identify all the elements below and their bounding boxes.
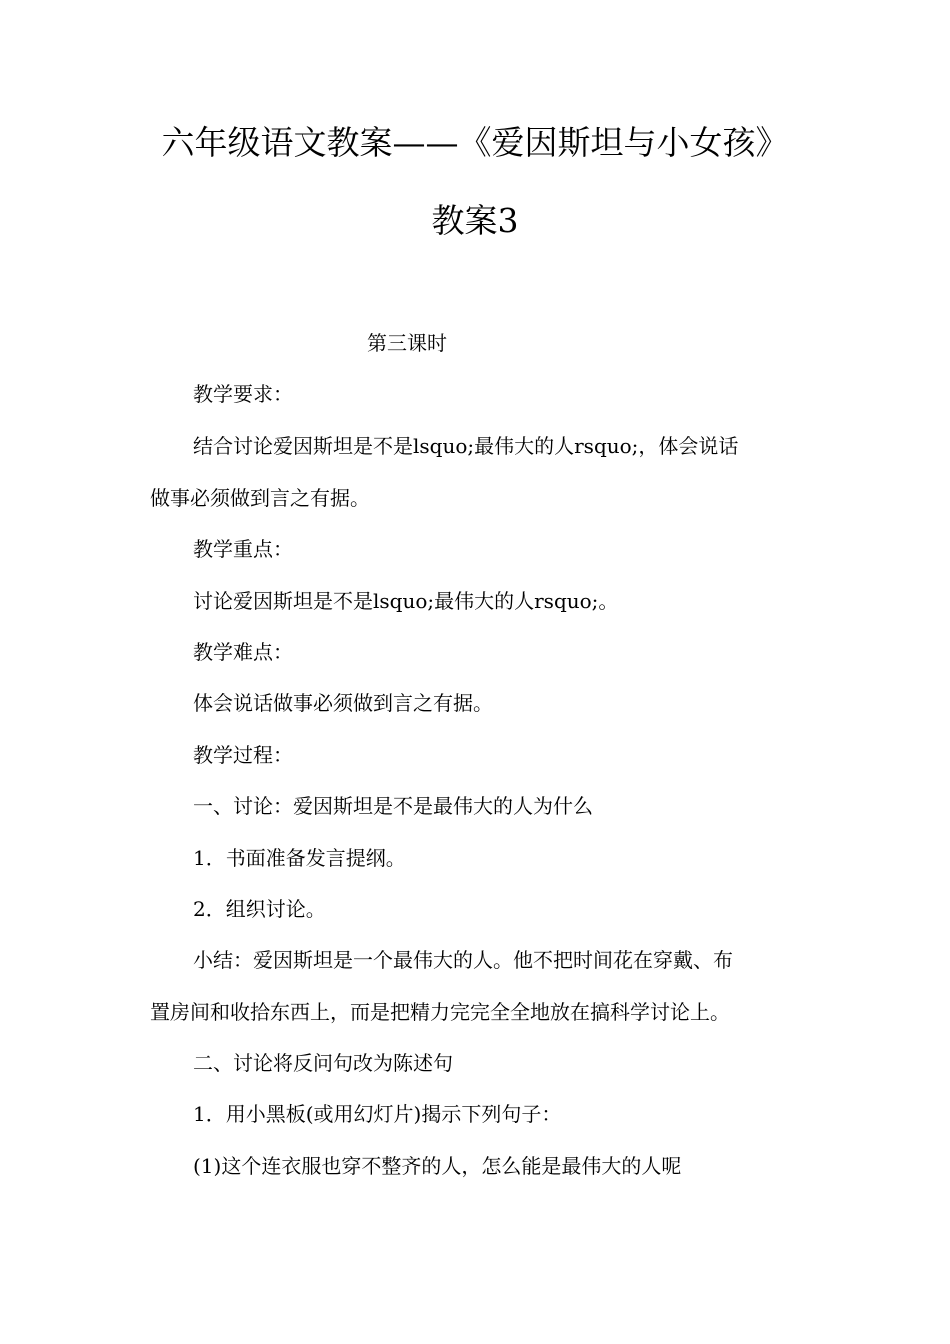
paragraph-line: 一、讨论：爱因斯坦是不是最伟大的人为什么 (193, 794, 593, 818)
list-item: 1．书面准备发言提纲。 (193, 846, 406, 870)
lesson-heading: 第三课时 (367, 331, 447, 355)
section-heading-difficulties: 教学难点： (193, 640, 293, 664)
section-heading-requirements: 教学要求： (193, 382, 293, 406)
list-item: (1)这个连衣服也穿不整齐的人，怎么能是最伟大的人呢 (193, 1154, 682, 1178)
document-title-line-1: 六年级语文教案——《爱因斯坦与小女孩》 (161, 123, 789, 162)
paragraph-line: 做事必须做到言之有据。 (150, 486, 370, 510)
list-item: 1．用小黑板(或用幻灯片)揭示下列句子： (193, 1102, 562, 1126)
paragraph-line: 讨论爱因斯坦是不是lsquo;最伟大的人rsquo;。 (193, 589, 619, 613)
paragraph-line: 结合讨论爱因斯坦是不是lsquo;最伟大的人rsquo;，体会说话 (193, 434, 739, 458)
paragraph-line: 置房间和收拾东西上，而是把精力完完全全地放在搞科学讨论上。 (150, 1000, 730, 1024)
section-heading-process: 教学过程： (193, 743, 293, 767)
paragraph-line: 体会说话做事必须做到言之有据。 (193, 691, 493, 715)
paragraph-line: 二、讨论将反问句改为陈述句 (193, 1051, 453, 1075)
document-title-line-2: 教案3 (431, 201, 519, 240)
section-heading-key-points: 教学重点： (193, 537, 293, 561)
list-item: 2．组织讨论。 (193, 897, 326, 921)
paragraph-line: 小结：爱因斯坦是一个最伟大的人。他不把时间花在穿戴、布 (193, 948, 733, 972)
